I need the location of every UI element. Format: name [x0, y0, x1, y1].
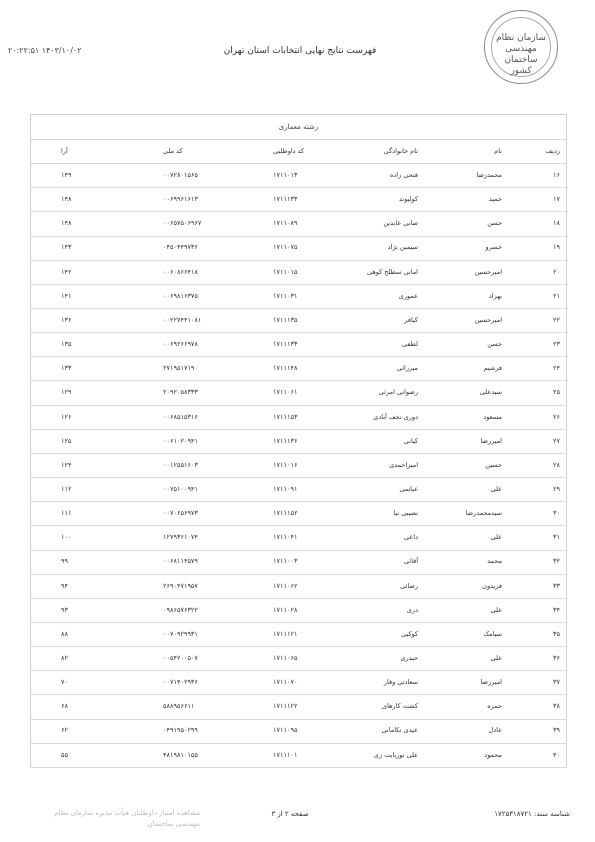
cell-votes: ۵۵ — [61, 750, 68, 759]
cell-votes: ۱۲۵ — [61, 436, 72, 445]
cell-votes: ۷۰ — [61, 678, 68, 687]
cell-votes: ۶۸ — [61, 702, 68, 711]
cell-votes: ۹۳ — [61, 605, 68, 614]
cell-index: ۳۹ — [553, 726, 560, 735]
cell-name: امیررضا — [480, 678, 502, 687]
cell-index: ۲۴ — [553, 364, 560, 373]
cell-family: کیافر — [404, 315, 418, 324]
cell-code: ۱۷۱۱۰۲۸ — [273, 605, 298, 614]
cell-national-code: ۰۰۶۹۲۶۶۹۷۸ — [163, 340, 198, 349]
cell-votes: ۹۴ — [61, 581, 68, 590]
cell-name: محمدرضا — [476, 171, 502, 179]
table-row — [31, 453, 566, 478]
cell-votes: ۱۲۶ — [61, 412, 72, 421]
cell-national-code: ۰۰۷۵۱۰۰۹۴۱ — [163, 484, 198, 493]
cell-family: سعادتی وقار — [383, 678, 418, 687]
cell-national-code: ۰۹۸۶۵۷۶۳۲۲ — [163, 605, 198, 614]
table-row — [31, 187, 566, 212]
cell-votes: ۹۹ — [61, 557, 68, 566]
cell-code: ۱۷۱۱۰۷۵ — [273, 243, 298, 252]
cell-votes: ۱۱۱ — [61, 509, 72, 518]
cell-family: رضائی — [400, 581, 418, 590]
cell-votes: ۱۱۲ — [61, 484, 72, 493]
cell-family: لطفی — [401, 340, 418, 349]
cell-name: محمد — [487, 557, 502, 566]
cell-family: دوری نجف آبادی — [373, 412, 418, 421]
cell-index: ۱۷ — [553, 195, 560, 204]
cell-index: ۱۹ — [553, 243, 560, 252]
cell-index: ۲۸ — [553, 460, 560, 469]
cell-national-code: ۰۰۲۲۷۴۴۱۰۸۱ — [163, 315, 202, 324]
table-row — [31, 670, 566, 695]
cell-code: ۱۷۱۱۱۴۸ — [273, 364, 298, 373]
cell-index: ۳۱ — [553, 533, 560, 542]
page-header — [0, 0, 595, 110]
cell-votes: ۱۴۳ — [61, 243, 72, 252]
cell-national-code: ۰۰۶۹۸۱۶۳۷۵ — [163, 291, 198, 300]
cell-national-code: ۵۸۸۹۵۶۶۱۱ — [163, 702, 195, 711]
cell-national-code: ۲۰۹۲۰۵۸۳۳۳ — [163, 388, 198, 397]
cell-code: ۱۷۱۱۰۳۱ — [273, 291, 298, 300]
cell-index: ۲۶ — [553, 412, 560, 421]
table-row — [31, 525, 566, 550]
cell-votes: ۱۴۸ — [61, 195, 72, 204]
cell-index: ۳۸ — [553, 702, 560, 711]
cell-family: صابی عابدین — [383, 219, 418, 228]
column-header-votes: آرا — [61, 147, 68, 155]
cell-family: داعی — [404, 533, 418, 542]
cell-code: ۱۷۱۱۱۵۲ — [273, 509, 298, 518]
table-row — [31, 574, 566, 599]
table-row — [31, 235, 566, 260]
cell-code: ۱۷۱۱۱۳۳ — [273, 340, 298, 349]
column-header-family: نام خانوادگی — [383, 147, 418, 155]
seal-text: سازمان نظام مهندسی ساختمان کشور — [496, 33, 546, 76]
cell-name: حسن — [487, 340, 502, 349]
cell-votes: ۱۲۹ — [61, 388, 72, 397]
cell-code: ۱۷۱۱۰۱۵ — [273, 267, 298, 276]
cell-family: علی نوربابت زی — [373, 750, 418, 759]
cell-name: مسعود — [483, 412, 502, 421]
table-row — [31, 694, 566, 719]
table-row — [31, 477, 566, 502]
cell-code: ۱۷۱۱۰۹۵ — [273, 726, 298, 735]
cell-family: امیراحمدی — [389, 460, 418, 469]
cell-national-code: ۴۸۱۹۸۱۰۱۵۵ — [163, 750, 198, 759]
cell-name: سیدمحمدرضا — [465, 509, 502, 518]
cell-family: حیدری — [400, 654, 418, 662]
cell-index: ۱۶ — [553, 171, 560, 179]
cell-family: میرزائی — [396, 364, 418, 373]
cell-national-code: ۰۰۷۲۸۰۱۵۶۵ — [163, 171, 198, 179]
table-caption: رشته معماری — [31, 115, 566, 140]
cell-index: ۳۲ — [553, 557, 560, 566]
cell-index: ۳۷ — [553, 678, 560, 687]
cell-national-code: ۲۷۱۹۵۱۷۱۹۰ — [163, 364, 198, 373]
table-row — [31, 211, 566, 236]
cell-index: ۴۰ — [553, 750, 560, 759]
column-header-index: ردیف — [545, 147, 560, 155]
cell-name: حمید — [488, 195, 502, 204]
cell-national-code: ۰۴۵۰۴۴۹۷۳۶ — [163, 243, 198, 252]
cell-code: ۱۷۱۱۱۳۵ — [273, 315, 298, 324]
cell-name: حسین — [485, 460, 502, 469]
cell-family: کیانی — [403, 436, 418, 445]
cell-national-code: ۰۰۶۰۸۶۶۴۱۸ — [163, 267, 198, 276]
cell-index: ۲۷ — [553, 436, 560, 445]
cell-votes: ۱۴۸ — [61, 219, 72, 228]
cell-index: ۲۱ — [553, 291, 560, 300]
cell-name: حسن — [487, 219, 502, 228]
cell-name: علی — [490, 533, 502, 542]
cell-family: عموری — [398, 291, 418, 300]
cell-code: ۱۷۱۱۰۶۲ — [273, 581, 298, 590]
cell-family: آقائی — [403, 557, 418, 566]
cell-national-code: ۰۰۶۱۰۲۰۹۴۱ — [163, 436, 198, 445]
cell-code: ۱۷۱۱۱۰۱ — [273, 750, 298, 759]
footer-note: مشاهده امتیاز داوطلبان هیأت مدیره سازمان نظام مهندسی ساختمان — [54, 809, 200, 828]
cell-code: ۱۷۱۱۰۸۹ — [273, 219, 298, 228]
cell-index: ۲۰ — [553, 267, 560, 276]
page-number: صفحه ۲ از ۳ — [271, 810, 309, 818]
cell-index: ۲۹ — [553, 484, 560, 493]
cell-index: ۲۳ — [553, 340, 560, 349]
cell-votes: ۱۳۶ — [61, 315, 72, 324]
table-row — [31, 356, 566, 381]
cell-national-code: ۰۰۶۵۷۵۰۶۹۶۷ — [163, 219, 202, 228]
cell-name: محمود — [484, 750, 502, 759]
cell-index: ۲۲ — [553, 315, 560, 324]
cell-national-code: ۲۶۹۰۴۷۱۹۵۷ — [163, 581, 198, 590]
cell-votes: ۱۳۵ — [61, 340, 72, 349]
cell-national-code: ۰۰۷۰۶۵۶۹۷۳ — [163, 509, 198, 518]
cell-name: علی — [490, 654, 502, 662]
cell-national-code: ۰۰۵۴۲۰۰۵۰۷ — [163, 654, 198, 662]
cell-code: ۱۷۱۱۱۳۶ — [273, 436, 298, 445]
cell-code: ۱۷۱۱۰۰۳ — [273, 557, 298, 566]
table-row — [31, 598, 566, 623]
cell-votes: ۱۳۳ — [61, 364, 72, 373]
cell-votes: ۱۴۹ — [61, 171, 72, 179]
cell-code: ۱۷۱۱۰۱۳ — [273, 171, 298, 179]
cell-family: کشت کارهای — [381, 702, 418, 711]
cell-family: دری — [406, 605, 418, 614]
cell-family: نصیبی نیا — [393, 509, 418, 518]
cell-index: ۳۴ — [553, 605, 560, 614]
column-header-national-code: کد ملی — [163, 147, 183, 155]
column-header-code: کد داوطلبی — [273, 147, 305, 155]
organization-seal — [484, 10, 558, 84]
cell-family: کولیوند — [399, 195, 418, 204]
table-row — [31, 308, 566, 333]
cell-code: ۱۷۱۱۱۲۱ — [273, 629, 298, 638]
cell-votes: ۱۰۰ — [61, 533, 72, 542]
cell-national-code: ۰۰۷۱۴۰۲۹۳۶ — [163, 678, 198, 687]
cell-family: عیدی نکامانی — [381, 726, 418, 735]
cell-votes: ۱۴۲ — [61, 267, 72, 276]
table-row — [31, 718, 566, 743]
table-row — [31, 646, 566, 671]
cell-national-code: ۰۰۱۲۵۵۱۶۰۳ — [163, 460, 198, 469]
cell-index: ۲۵ — [553, 388, 560, 397]
cell-name: امیرحسین — [474, 267, 502, 276]
cell-family: رضوانی امرئی — [378, 388, 418, 397]
cell-national-code: ۰۰۶۸۵۱۵۳۱۶ — [163, 412, 198, 421]
cell-name: خسرو — [485, 243, 502, 252]
table-row — [31, 163, 566, 188]
cell-name: علی — [490, 605, 502, 614]
document-id: شناسه سند: ۱۷۲۵۳۱۸۷۲۱ — [494, 810, 570, 818]
cell-name: حمزه — [487, 702, 502, 711]
cell-national-code: ۰۰۶۸۱۱۴۵۷۹ — [163, 557, 198, 566]
cell-votes: ۶۲ — [61, 726, 68, 735]
cell-family: فتحی زاده — [390, 171, 418, 179]
cell-code: ۱۷۱۱۰۹۱ — [273, 484, 298, 493]
cell-index: ۳۰ — [553, 509, 560, 518]
cell-votes: ۸۲ — [61, 654, 68, 662]
cell-name: عادل — [488, 726, 502, 735]
cell-name: فرشیم — [483, 364, 502, 373]
cell-code: ۱۷۱۱۰۴۱ — [273, 533, 298, 542]
table-row — [31, 405, 566, 430]
cell-code: ۱۷۱۱۱۲۲ — [273, 702, 298, 711]
cell-code: ۱۷۱۱۱۳۳ — [273, 195, 298, 204]
column-header-name: نام — [494, 147, 502, 155]
cell-votes: ۱۴۱ — [61, 291, 72, 300]
cell-votes: ۱۲۴ — [61, 460, 72, 469]
cell-index: ۱۸ — [553, 219, 560, 228]
cell-code: ۱۷۱۱۰۱۶ — [273, 460, 298, 469]
cell-name: سیامک — [483, 629, 502, 638]
cell-code: ۱۷۱۱۰۶۱ — [273, 388, 298, 397]
cell-code: ۱۷۱۱۱۵۳ — [273, 412, 298, 421]
table-header-row — [31, 139, 566, 164]
cell-national-code: ۰۰۷۰۹۲۹۹۳۱ — [163, 629, 198, 638]
table-row — [31, 622, 566, 647]
cell-national-code: ۰۰۶۹۹۶۱۶۱۳ — [163, 195, 198, 204]
table-row — [31, 429, 566, 454]
cell-national-code: ۰۴۹۱۹۵۰۲۹۹ — [163, 726, 198, 735]
cell-family: امانی سطلح کوهی — [366, 267, 418, 276]
cell-family: کوکبی — [401, 629, 418, 638]
cell-name: بهزاد — [488, 291, 502, 300]
cell-name: امیرحسین — [474, 315, 502, 324]
cell-index: ۳۳ — [553, 581, 560, 590]
table-row — [31, 284, 566, 309]
cell-name: امیررضا — [480, 436, 502, 445]
table-row — [31, 380, 566, 405]
cell-index: ۳۵ — [553, 629, 560, 638]
document-datetime: ۱۴۰۳/۱۰/۰۲ ۲۰:۲۲:۵۱ — [8, 46, 82, 55]
cell-family: عباسی — [399, 484, 418, 493]
table-row — [31, 501, 566, 526]
cell-votes: ۸۸ — [61, 629, 68, 638]
table-row — [31, 332, 566, 357]
table-row — [31, 549, 566, 574]
document-title: فهرست نتایج نهایی انتخابات استان تهران — [223, 46, 377, 56]
table-row — [31, 260, 566, 285]
cell-national-code: ۱۲۷۹۳۶۱۰۷۴ — [163, 533, 198, 542]
cell-name: فریدون — [482, 581, 502, 590]
results-table — [30, 114, 567, 768]
cell-index: ۳۶ — [553, 654, 560, 662]
cell-name: سیدعلی — [479, 388, 502, 397]
table-row — [31, 743, 566, 768]
cell-name: علی — [490, 484, 502, 493]
cell-family: سیمین نژاد — [387, 243, 418, 252]
cell-code: ۱۷۱۱۰۷۰ — [273, 678, 298, 687]
cell-code: ۱۷۱۱۰۶۵ — [273, 654, 298, 662]
